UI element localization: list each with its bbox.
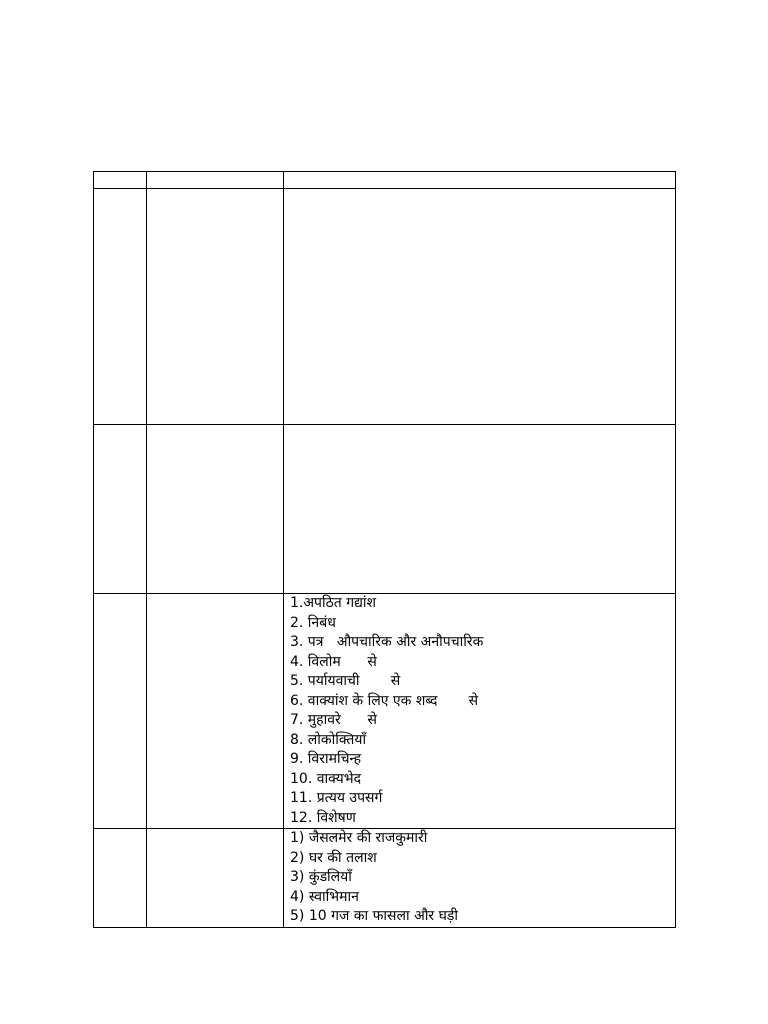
list-item: 4) स्वाभिमान xyxy=(290,888,359,905)
list-item: 4. विलोम से xyxy=(290,653,377,670)
table-cell xyxy=(284,172,676,189)
list-item: 5) 10 गज का फासला और घड़ी xyxy=(290,908,458,924)
table-cell xyxy=(94,425,147,594)
table-cell xyxy=(147,425,284,594)
list-item: 3) कुंडलियाँ xyxy=(290,869,352,885)
list-item: 12. विशेषण xyxy=(290,809,356,826)
list-item: 11. प्रत्यय उपसर्ग xyxy=(290,790,383,806)
list-item: 10. वाक्यभेद xyxy=(290,770,362,787)
list-item: 8. लोकोक्तियाँ xyxy=(290,731,367,748)
list-item: 1) जैसलमेर की राजकुमारी xyxy=(290,830,428,846)
list-item: 5. पर्यायवाची से xyxy=(290,673,401,689)
table-cell xyxy=(147,189,284,425)
table-row xyxy=(94,189,676,425)
list-item: 2. निबंध xyxy=(290,614,336,631)
list-item: 9. विरामचिन्ह xyxy=(290,751,362,767)
table-cell xyxy=(147,829,284,928)
table-row xyxy=(94,425,676,594)
table-cell xyxy=(94,172,147,189)
table-row xyxy=(94,594,676,829)
table-header-row xyxy=(94,172,676,189)
table-cell xyxy=(94,829,147,928)
list-item: 7. मुहावरे से xyxy=(290,712,377,728)
list-item: 6. वाक्यांश के लिए एक शब्द से xyxy=(290,692,479,709)
lessons-cell xyxy=(284,829,676,928)
table-row xyxy=(94,829,676,928)
table-cell xyxy=(284,189,676,425)
list-item: 2) घर की तलाश xyxy=(290,849,377,866)
table-cell xyxy=(284,425,676,594)
syllabus-table xyxy=(93,171,676,928)
list-item: 3. पत्र औपचारिक और अनौपचारिक xyxy=(290,634,484,650)
table-cell xyxy=(94,189,147,425)
grammar-topics-cell xyxy=(284,594,676,829)
list-item: 1.अपठित गद्यांश xyxy=(290,595,377,611)
table-cell xyxy=(147,594,284,829)
table-cell xyxy=(147,172,284,189)
table-cell xyxy=(94,594,147,829)
